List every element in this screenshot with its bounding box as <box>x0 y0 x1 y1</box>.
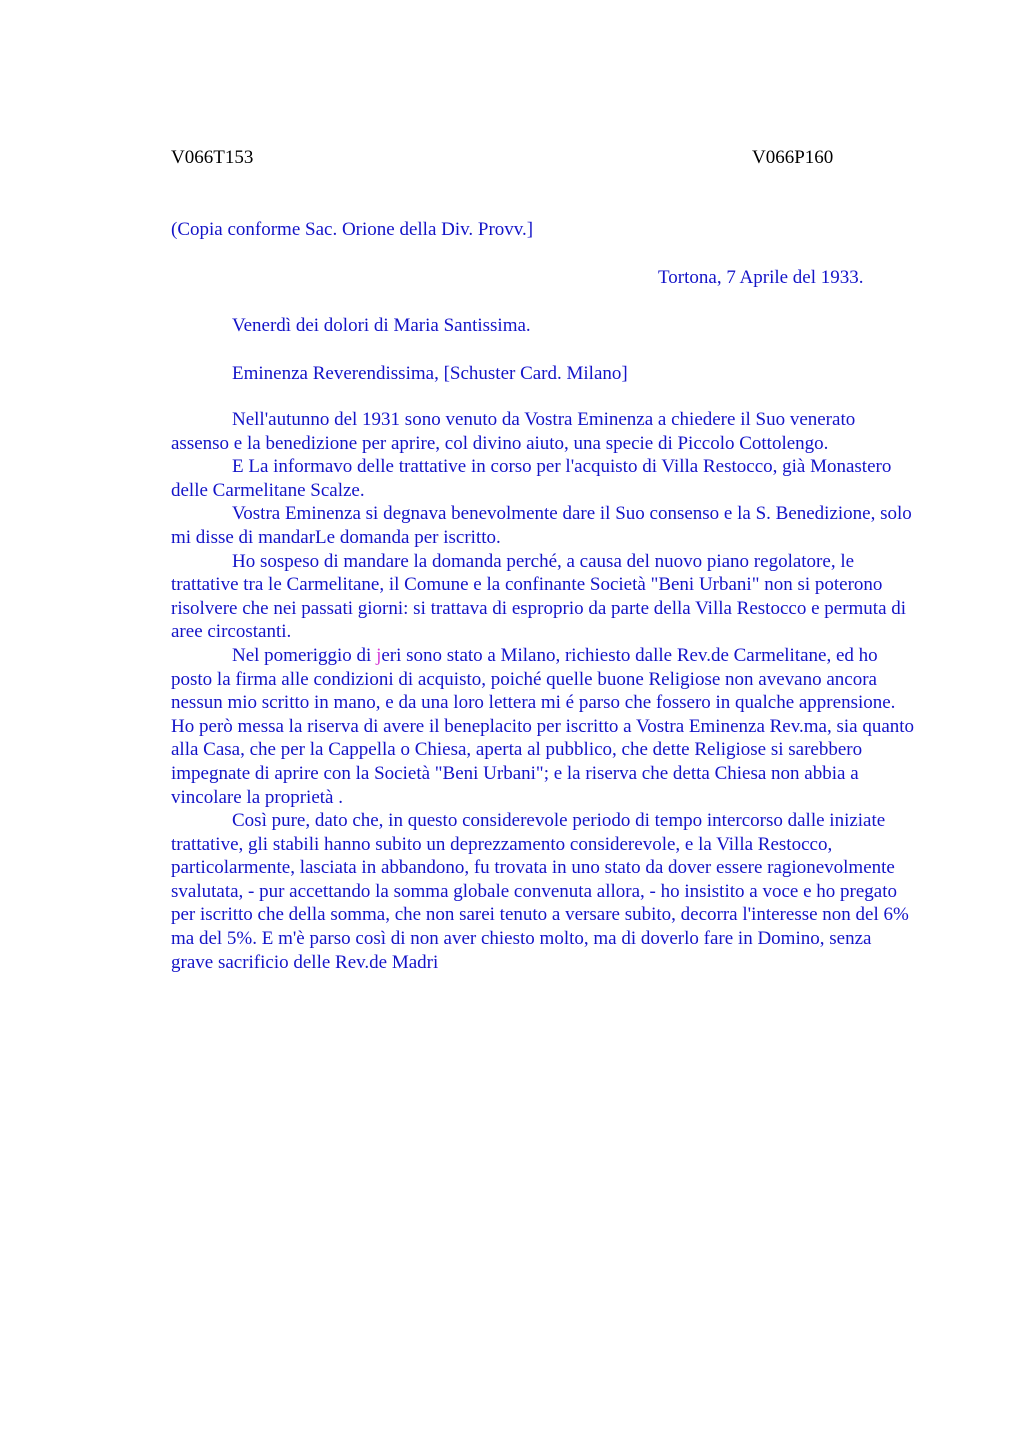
salutation: Eminenza Reverendissima, [Schuster Card. Milano] <box>232 363 628 384</box>
paragraph-5 <box>171 644 916 809</box>
document-code-right: V066P160 <box>752 147 834 168</box>
feast-line: Venerdì dei dolori di Maria Santissima. <box>232 315 531 336</box>
document-code-left: V066T153 <box>171 147 254 168</box>
paragraph-4: Ho sospeso di mandare la domanda perché, a causa del nuovo piano regolatore, le trattative tra le Carmelitane, il Comune e la confinante Società "Beni Urbani" non si poterono risolvere che nei passati giorni: si trattava di esproprio da parte della Villa Restocco e permuta di aree circostanti. <box>171 550 907 643</box>
highlighted-letter: j <box>376 644 382 666</box>
paragraph-1: Nell'autunno del 1931 sono venuto da Vostra Eminenza a chiedere il Suo venerato assenso e la benedizione per aprire, col divino aiuto, una specie di Piccolo Cottolengo. <box>171 409 856 454</box>
paragraph-5-rest: eri sono stato a Milano, richiesto dalle Rev.de Carmelitane, ed ho posto la firma alle condizioni di acquisto, poiché quelle buone Religiose non avevano ancora nessun mio scritto in mano, e da una loro lettera mi é parso che fossero in qualche apprensione. Ho però messa la riserva di avere il beneplacito per iscritto a Vostra Eminenza Rev.ma, sia quanto alla Casa, che per la Cappella o Chiesa, aperta al pubblico, che dette Religiose si sarebbero impegnate di aprire con la Società "Beni Urbani"; e la riserva che detta Chiesa non abbia a vincolare la proprietà . <box>171 644 915 808</box>
paragraph-6: Così pure, dato che, in questo considerevole periodo di tempo intercorso dalle iniziate trattative, gli stabili hanno subito un deprezzamento considerevole, e la Villa Restocco, particolarmente, lasciata in abbandono, fu trovata in uno stato da dover essere ragionevolmente svalutata, - pur accettando la somma globale convenuta allora, - ho insistito a voce e ho pregato per iscritto che della somma, che non sarei tenuto a versare subito, decorra l'interesse non del 6% ma del 5%. E m'è parso così di non aver chiesto molto, ma di doverlo fare in Domino, senza grave sacrificio delle Rev.de Madri <box>171 810 909 973</box>
letter-body <box>171 408 916 974</box>
paragraph-5-start: Nel pomeriggio di <box>232 644 377 666</box>
paragraph-3: Vostra Eminenza si degnava benevolmente dare il Suo consenso e la S. Benedizione, solo mi disse di mandarLe domanda per iscritto. <box>171 503 912 548</box>
place-date: Tortona, 7 Aprile del 1933. <box>658 267 864 288</box>
paragraph-2: E La informavo delle trattative in corso per l'acquisto di Villa Restocco, già Monastero delle Carmelitane Scalze. <box>171 456 892 501</box>
copy-note: (Copia conforme Sac. Orione della Div. Provv.] <box>171 219 534 240</box>
